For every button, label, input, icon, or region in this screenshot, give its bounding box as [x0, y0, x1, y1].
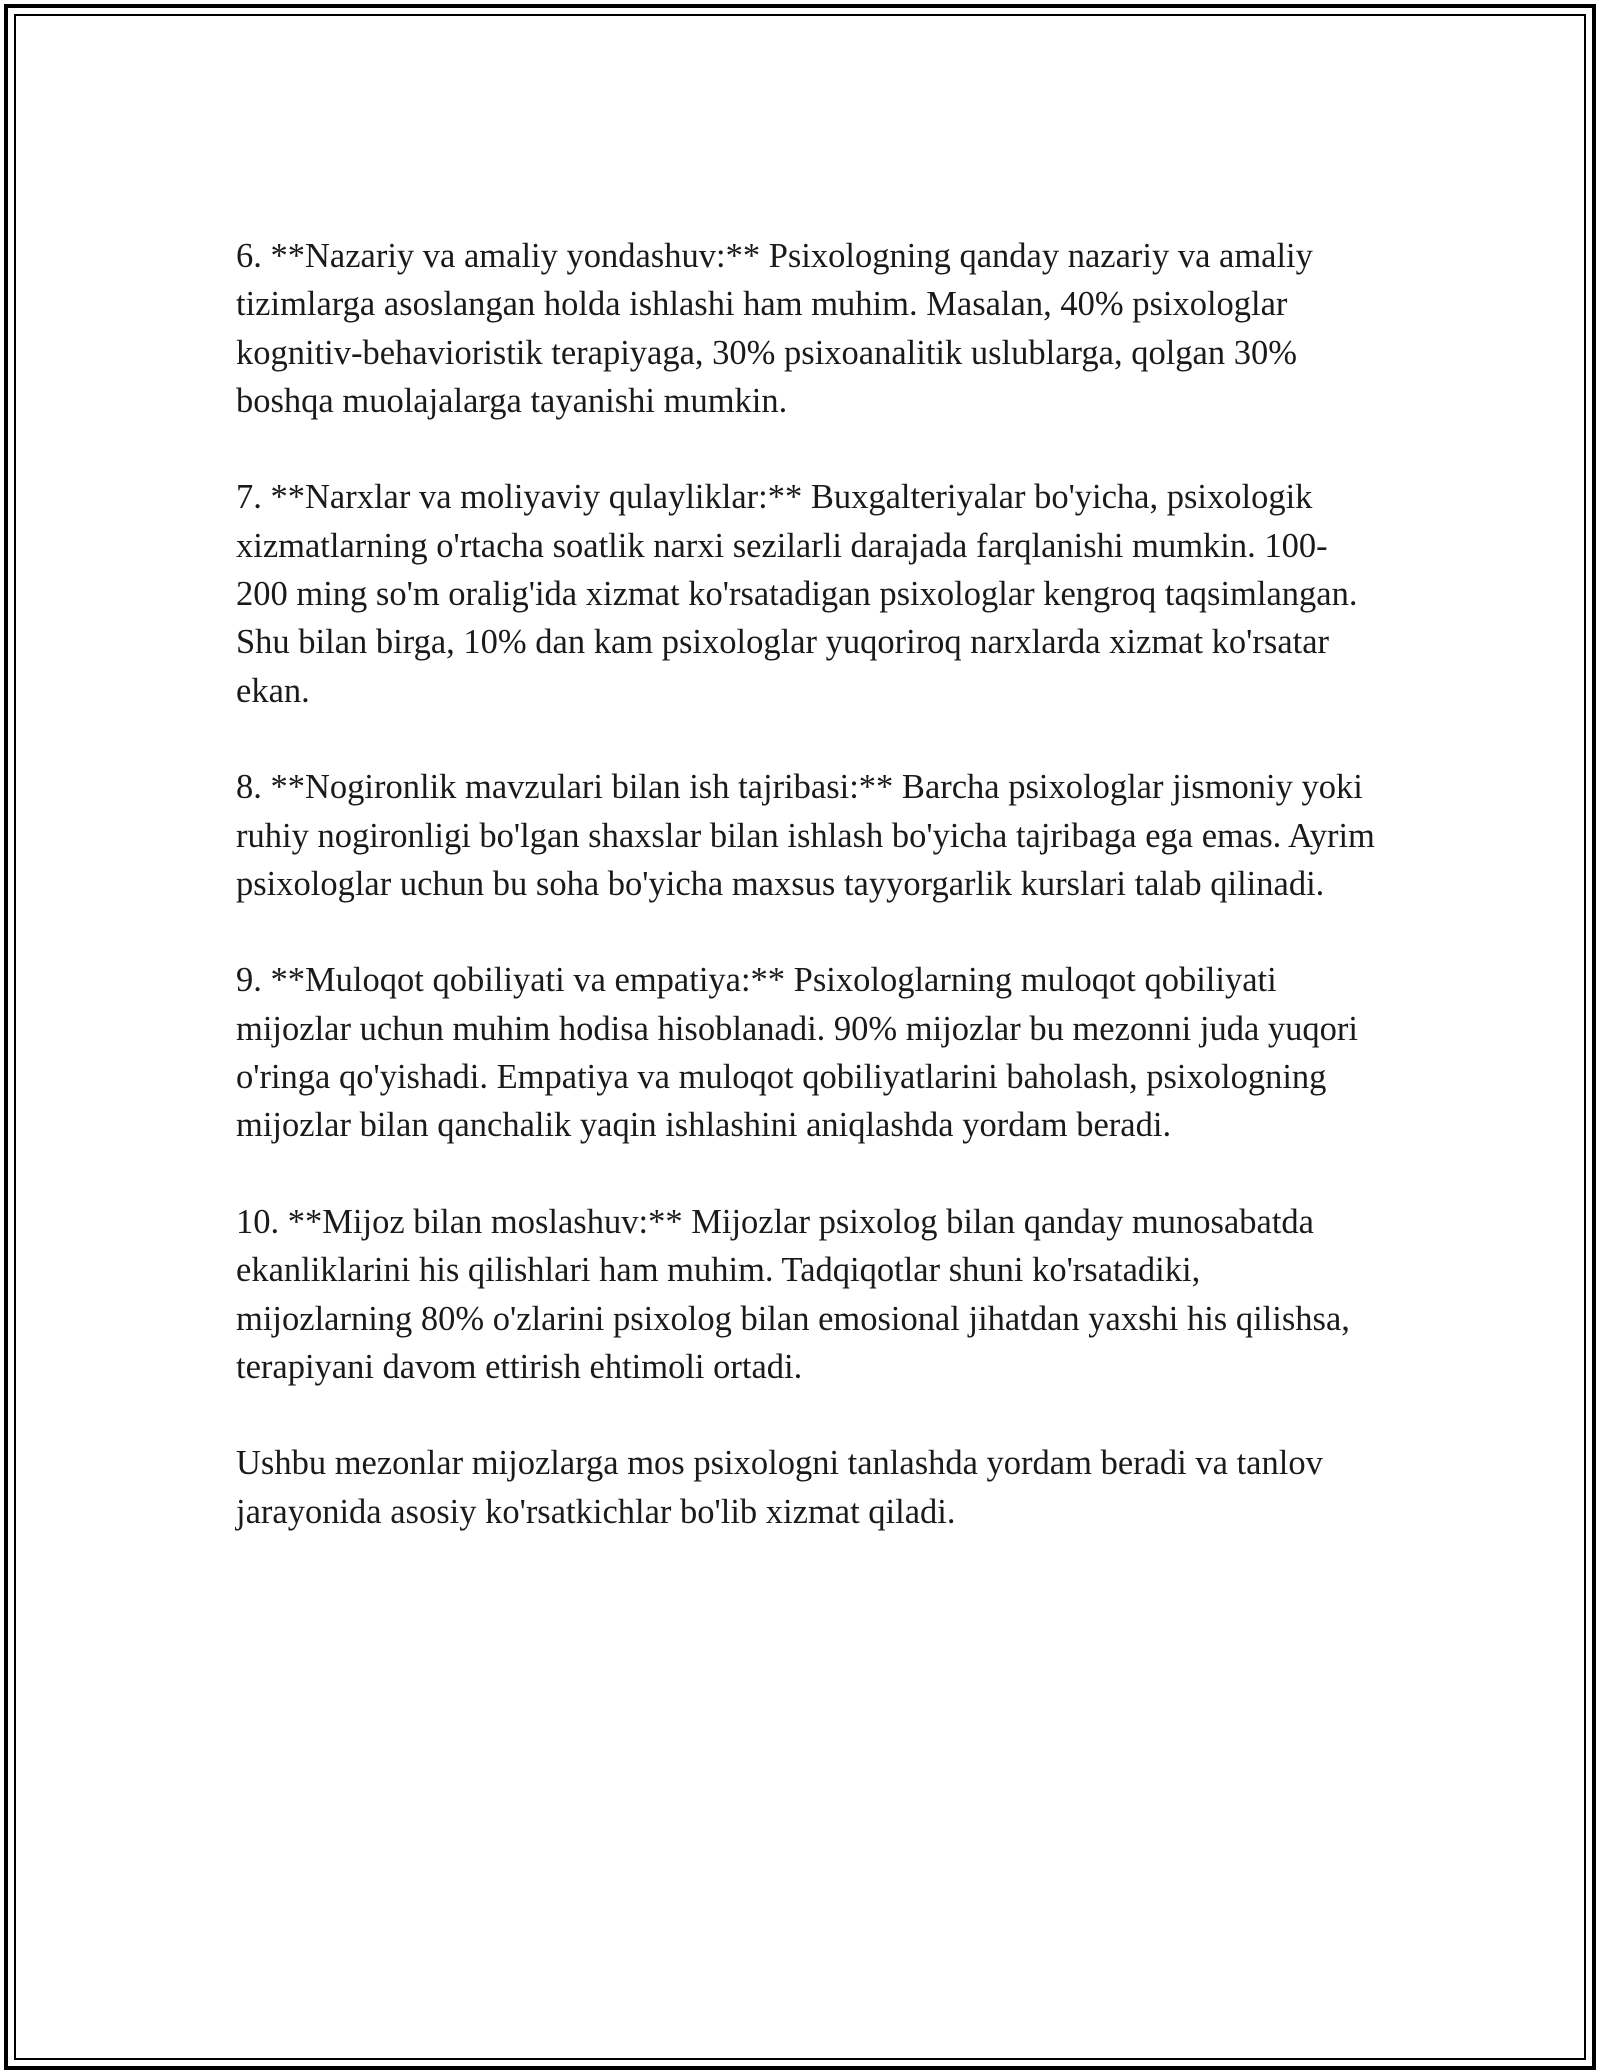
paragraph-communication-empathy: 9. **Muloqot qobiliyati va empatiya:** Psixologlarning muloqot qobiliyati mijozlar uchun muhim hodisa hisoblanadi. 90% mijozlar bu mezonni juda yuqori o'ringa qo'yishadi. Empatiya va muloqot qobiliyatlarini baholash, psixologning mijozlar bilan qanchalik yaqin ishlashini aniqlashda yordam beradi.: [236, 961, 1358, 1145]
paragraph-client-match: 10. **Mijoz bilan moslashuv:** Mijozlar psixolog bilan qanday munosabatda ekanliklarini his qilishlari ham muhim. Tadqiqotlar shuni ko'rsatadiki, mijozlarning 80% o'zlarini psixolog bilan emosional jihatdan yaxshi his qilishsa, terapiyani davom ettirish ehtimoli ortadi.: [236, 1202, 1350, 1386]
paragraph-conclusion: Ushbu mezonlar mijozlarga mos psixologni tanlashda yordam beradi va tanlov jarayonida asosiy ko'rsatkichlar bo'lib xizmat qiladi.: [236, 1444, 1323, 1531]
document-body: [236, 232, 1376, 1584]
paragraph-prices-finances: 7. **Narxlar va moliyaviy qulayliklar:** Buxgalteriyalar bo'yicha, psixologik xizmatlarning o'rtacha soatlik narxi sezilarli darajada farqlanishi mumkin. 100-200 ming so'm oralig'ida xizmat ko'rsatadigan psixologlar kengroq taqsimlangan. Shu bilan birga, 10% dan kam psixologlar yuqoriroq narxlarda xizmat ko'rsatar ekan.: [236, 478, 1358, 710]
paragraph-disability-experience: 8. **Nogironlik mavzulari bilan ish tajribasi:** Barcha psixologlar jismoniy yoki ruhiy nogironligi bo'lgan shaxslar bilan ishlash bo'yicha tajribaga ega emas. Ayrim psixologlar uchun bu soha bo'yicha maxsus tayyorgarlik kurslari talab qilinadi.: [236, 768, 1375, 903]
paragraph-theoretical-approach: 6. **Nazariy va amaliy yondashuv:** Psixologning qanday nazariy va amaliy tizimlarga asoslangan holda ishlashi ham muhim. Masalan, 40% psixologlar kognitiv-behavioristik terapiyaga, 30% psixoanalitik uslublarga, qolgan 30% boshqa muolajalarga tayanishi mumkin.: [236, 237, 1313, 420]
